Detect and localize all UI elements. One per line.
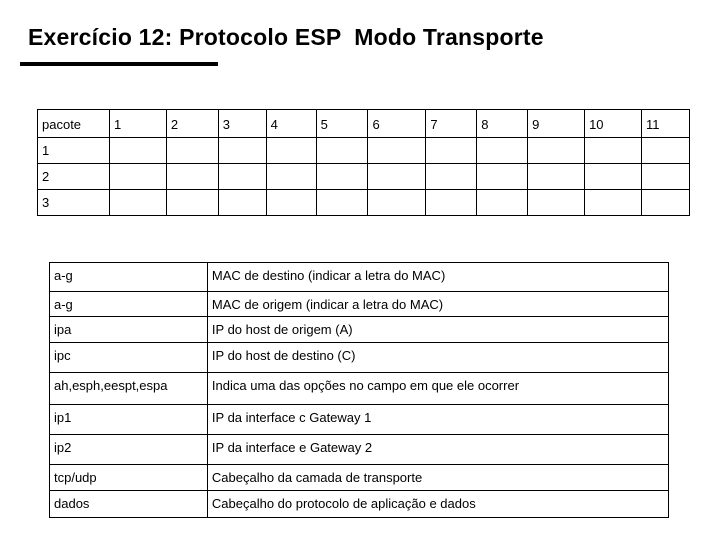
grid-cell[interactable] (585, 138, 642, 164)
legend-row (50, 405, 669, 435)
legend-table (49, 262, 669, 518)
grid-cell[interactable] (218, 138, 266, 164)
row-label: 2 (38, 164, 110, 190)
grid-cell[interactable] (166, 190, 218, 216)
legend-code: tcp/udp (50, 465, 208, 491)
grid-cell[interactable] (218, 164, 266, 190)
grid-cell[interactable] (316, 164, 368, 190)
legend-code: a-g (50, 263, 208, 292)
legend-row (50, 491, 669, 518)
header-cell-5: 5 (316, 110, 368, 138)
grid-cell[interactable] (585, 190, 642, 216)
grid-cell[interactable] (641, 164, 689, 190)
header-cell-9: 9 (528, 110, 585, 138)
header-cell-3: 3 (218, 110, 266, 138)
grid-cell[interactable] (528, 190, 585, 216)
grid-cell[interactable] (368, 164, 426, 190)
row-label: 3 (38, 190, 110, 216)
legend-code: a-g (50, 292, 208, 317)
legend-desc: IP do host de destino (C) (207, 343, 668, 373)
legend-desc: MAC de destino (indicar a letra do MAC) (207, 263, 668, 292)
legend-desc: IP da interface c Gateway 1 (207, 405, 668, 435)
legend-row (50, 435, 669, 465)
grid-cell[interactable] (368, 138, 426, 164)
grid-cell[interactable] (368, 190, 426, 216)
grid-cell[interactable] (528, 138, 585, 164)
grid-cell[interactable] (641, 138, 689, 164)
grid-cell[interactable] (477, 164, 528, 190)
grid-cell[interactable] (266, 190, 316, 216)
grid-cell[interactable] (477, 138, 528, 164)
header-cell-10: 10 (585, 110, 642, 138)
grid-cell[interactable] (316, 138, 368, 164)
header-cell-4: 4 (266, 110, 316, 138)
grid-cell[interactable] (109, 138, 166, 164)
grid-cell[interactable] (109, 164, 166, 190)
legend-desc: Indica uma das opções no campo em que ele ocorrer (207, 373, 668, 405)
legend-desc: Cabeçalho da camada de transporte (207, 465, 668, 491)
legend-row (50, 465, 669, 491)
grid-cell[interactable] (528, 164, 585, 190)
grid-cell[interactable] (477, 190, 528, 216)
legend-row (50, 263, 669, 292)
grid-row (38, 164, 690, 190)
grid-cell[interactable] (218, 190, 266, 216)
legend-row (50, 292, 669, 317)
header-cell-1: 1 (109, 110, 166, 138)
legend-code: ah,esph,eespt,espa (50, 373, 208, 405)
grid-cell[interactable] (166, 164, 218, 190)
grid-cell[interactable] (166, 138, 218, 164)
legend-row (50, 317, 669, 343)
header-cell-7: 7 (426, 110, 477, 138)
grid-header-row (38, 110, 690, 138)
packet-grid (37, 109, 690, 216)
header-cell-8: 8 (477, 110, 528, 138)
grid-cell[interactable] (109, 190, 166, 216)
grid-cell[interactable] (266, 138, 316, 164)
legend-row (50, 373, 669, 405)
grid-cell[interactable] (585, 164, 642, 190)
header-cell-2: 2 (166, 110, 218, 138)
title-underline (20, 62, 218, 66)
legend-code: dados (50, 491, 208, 518)
grid-cell[interactable] (426, 190, 477, 216)
header-cell-11: 11 (641, 110, 689, 138)
legend-desc: Cabeçalho do protocolo de aplicação e dados (207, 491, 668, 518)
legend-code: ipa (50, 317, 208, 343)
grid-cell[interactable] (316, 190, 368, 216)
grid-cell[interactable] (426, 138, 477, 164)
legend-row (50, 343, 669, 373)
grid-row (38, 138, 690, 164)
header-cell-6: 6 (368, 110, 426, 138)
grid-cell[interactable] (266, 164, 316, 190)
grid-cell[interactable] (641, 190, 689, 216)
legend-desc: IP do host de origem (A) (207, 317, 668, 343)
row-label: 1 (38, 138, 110, 164)
legend-desc: IP da interface e Gateway 2 (207, 435, 668, 465)
legend-code: ip2 (50, 435, 208, 465)
grid-row (38, 190, 690, 216)
legend-code: ipc (50, 343, 208, 373)
legend-desc: MAC de origem (indicar a letra do MAC) (207, 292, 668, 317)
legend-code: ip1 (50, 405, 208, 435)
grid-cell[interactable] (426, 164, 477, 190)
header-cell-pacote: pacote (38, 110, 110, 138)
page-title: Exercício 12: Protocolo ESP Modo Transporte (28, 24, 544, 50)
